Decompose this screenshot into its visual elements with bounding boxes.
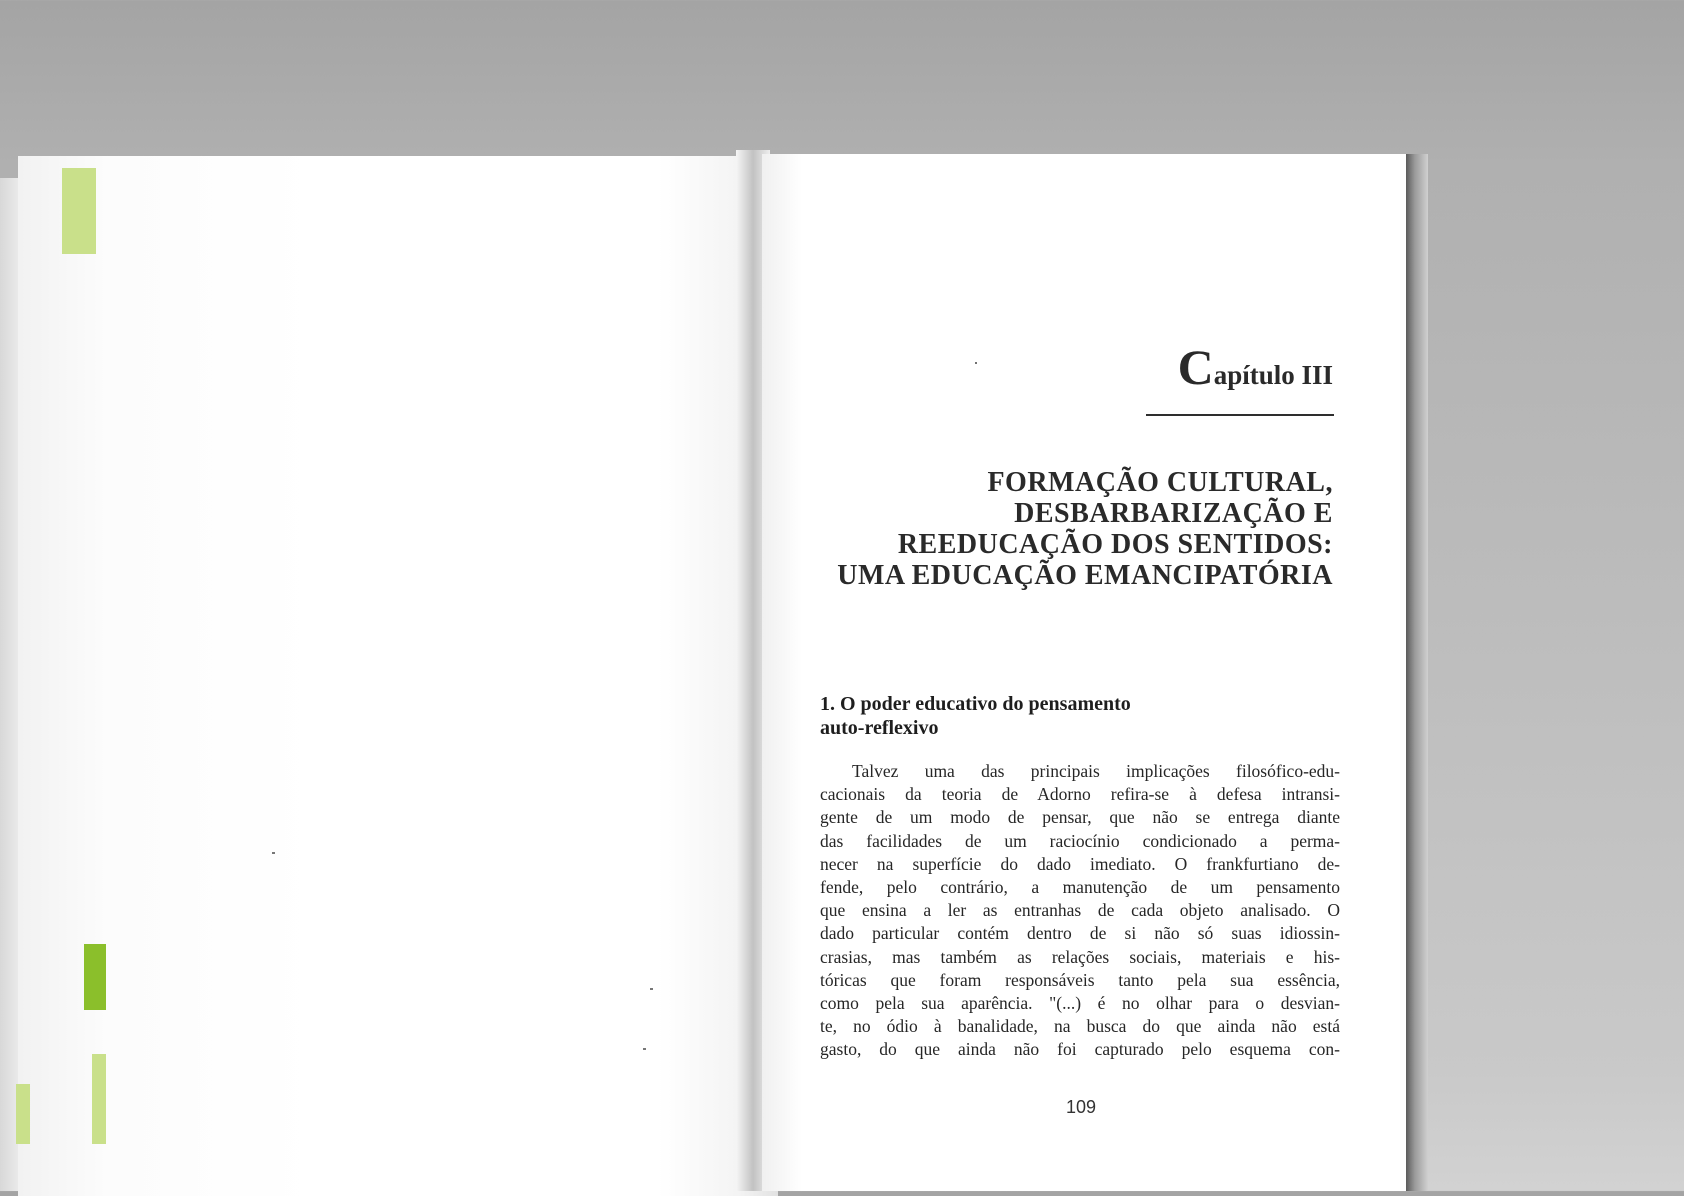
body-line: gente de um modo de pensar, que não se entrega diante xyxy=(820,807,1340,828)
body-line: te, no ódio à banalidade, na busca do que ainda não está xyxy=(820,1016,1340,1037)
body-line: fende, pelo contrário, a manutenção de um pensamento xyxy=(820,877,1340,898)
body-line: necer na superfície do dado imediato. O frankfurtiano de- xyxy=(820,853,1340,874)
scan-speck xyxy=(272,852,275,854)
title-line: FORMAÇÃO CULTURAL, xyxy=(987,467,1333,498)
page-marker-tab-middle xyxy=(84,944,106,1010)
page-edge-shadow xyxy=(1406,154,1428,1191)
chapter-label: apítulo III xyxy=(1213,360,1333,390)
chapter-title xyxy=(773,467,1333,591)
title-line: UMA EDUCAÇÃO EMANCIPATÓRIA xyxy=(837,560,1333,591)
title-line: REEDUCAÇÃO DOS SENTIDOS: xyxy=(897,529,1333,560)
chapter-heading xyxy=(1178,338,1333,396)
body-line: gasto, do que ainda não foi capturado pelo esquema con- xyxy=(820,1039,1340,1060)
body-line: crasias, mas também as relações sociais, materiais e his- xyxy=(820,946,1340,967)
section-heading-line: auto-reflexivo xyxy=(820,717,939,739)
section-heading xyxy=(820,692,1290,740)
body-line: dado particular contém dentro de si não só suas idiossin- xyxy=(820,923,1340,944)
body-line: tóricas que foram responsáveis tanto pela sua essência, xyxy=(820,969,1340,990)
chapter-initial: C xyxy=(1177,339,1214,395)
body-paragraph xyxy=(820,760,1340,1062)
body-line: que ensina a ler as entranhas de cada objeto analisado. O xyxy=(820,900,1340,921)
page-number: 109 xyxy=(1065,1097,1097,1117)
body-line: Talvez uma das principais implicações filosófico-edu- xyxy=(852,761,1340,781)
body-line: como pela sua aparência. "(...) é no olhar para o desvian- xyxy=(820,993,1340,1014)
chapter-divider xyxy=(1146,414,1334,416)
scan-speck xyxy=(975,362,977,364)
title-line: DESBARBARIZAÇÃO E xyxy=(1014,498,1333,529)
body-line: cacionais da teoria de Adorno refira-se à defesa intransi- xyxy=(820,784,1340,805)
page-marker-tab-bottom xyxy=(92,1054,106,1144)
scan-speck xyxy=(650,988,653,990)
left-page xyxy=(18,156,778,1196)
body-line: das facilidades de um raciocínio condicionado a perma- xyxy=(820,830,1340,851)
scan-speck xyxy=(643,1048,646,1050)
section-heading-line: 1. O poder educativo do pensamento xyxy=(820,693,1131,715)
page-marker-tab-top xyxy=(62,168,96,254)
page-marker-tab-lower-left xyxy=(16,1084,30,1144)
